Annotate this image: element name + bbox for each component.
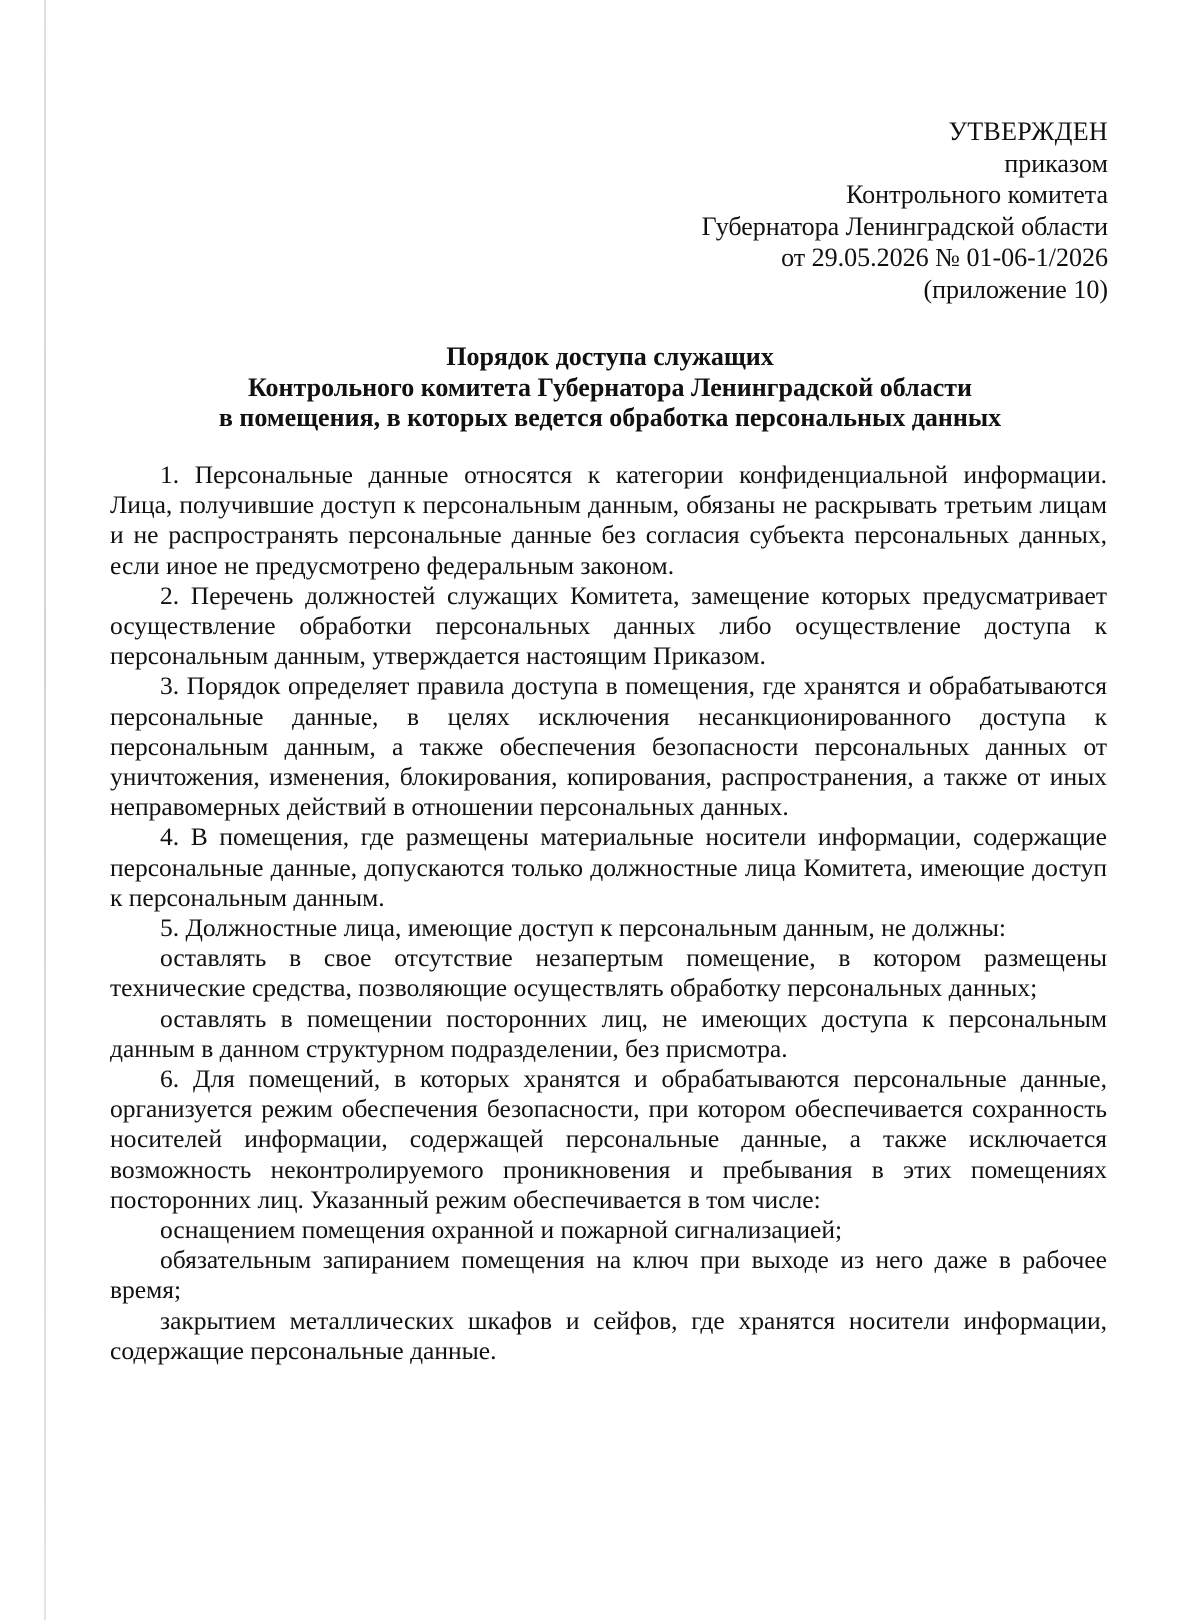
paragraph-4: 4. В помещения, где размещены материальные носители информации, содержащие персональные данные, допускаются только должностные лица Комитета, имеющие доступ к персональным данным.: [110, 822, 1107, 912]
approval-line: Губернатора Ленинградской области: [701, 211, 1108, 241]
paragraph-2: 2. Перечень должностей служащих Комитета, замещение которых предусматривает осуществление обработки персональных данных либо осуществление доступа к персональным данным, утверждается настоящим Приказом.: [110, 580, 1107, 671]
title-line: Контрольного комитета Губернатора Ленинградской области: [247, 372, 972, 402]
paragraph-5-item: оставлять в помещении посторонних лиц, не имеющих доступа к персональным данным в данном структурном подразделении, без присмотра.: [110, 1003, 1107, 1063]
approval-line: Контрольного комитета: [846, 180, 1108, 209]
document-title: [110, 342, 1110, 434]
approval-line: приказом: [1004, 148, 1108, 178]
approval-block: [702, 116, 1108, 305]
paragraph-6-item: закрытием металлических шкафов и сейфов, где хранятся носители информации, содержащие персональные данные.: [110, 1305, 1107, 1365]
paragraph-6: 6. Для помещений, в которых хранятся и обрабатываются персональные данные, организуется режим обеспечения безопасности, при котором обеспечивается сохранность носителей информации, содержащей персональные данные, а также исключается возможность неконтролируемого проникновения и пребывания в этих помещениях посторонних лиц. Указанный режим обеспечивается в том числе:: [110, 1064, 1107, 1214]
paragraph-3: 3. Порядок определяет правила доступа в помещения, где хранятся и обрабатываются персональные данные, в целях исключения несанкционированного доступа к персональным данным, а также обеспечения безопасности персональных данных от уничтожения, изменения, блокирования, копирования, распространения, а также от иных неправомерных действий в отношении персональных данных.: [110, 671, 1107, 822]
scan-edge-line: [44, 0, 46, 1620]
approval-appendix: (приложение 10): [923, 274, 1108, 304]
paragraph-5: 5. Должностные лица, имеющие доступ к персональным данным, не должны:: [160, 913, 1007, 943]
approval-order-number: от 29.05.2026 № 01-06-1/2026: [781, 243, 1108, 272]
paragraph-5-item: оставлять в свое отсутствие незапертым помещение, в котором размещены технические средства, позволяющие осуществлять обработку персональных данных;: [110, 943, 1107, 1003]
paragraph-6-item: оснащением помещения охранной и пожарной сигнализацией;: [160, 1215, 843, 1245]
title-line: в помещения, в которых ведется обработка персональных данных: [218, 403, 1002, 432]
title-line: Порядок доступа служащих: [446, 342, 774, 371]
paragraph-6-item: обязательным запиранием помещения на ключ при выходе из него даже в рабочее время;: [110, 1245, 1107, 1305]
paragraph-1: 1. Персональные данные относятся к категории конфиденциальной информации. Лица, получившие доступ к персональным данным, обязаны не раскрывать третьим лицам и не распространять персональные данные без согласия субъекта персональных данных, если иное не предусмотрено федеральным законом.: [110, 460, 1107, 580]
document-body: [110, 460, 1107, 1366]
approval-status: УТВЕРЖДЕН: [948, 117, 1108, 146]
